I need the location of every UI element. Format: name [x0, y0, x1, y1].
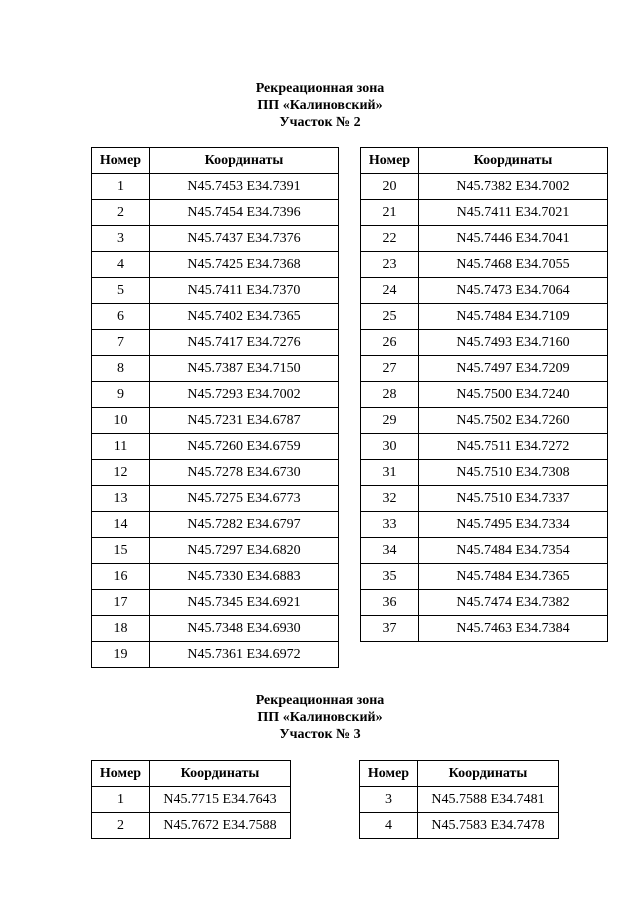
table-row [361, 330, 608, 356]
table-row [360, 813, 559, 839]
point-number: 17 [92, 590, 150, 616]
point-coordinates: N45.7361 E34.6972 [150, 642, 339, 668]
point-number: 6 [92, 304, 150, 330]
table-row [361, 174, 608, 200]
point-coordinates: N45.7588 E34.7481 [418, 787, 559, 813]
park-name: ПП «Калиновский» [257, 98, 383, 113]
table-row [92, 174, 339, 200]
point-number: 14 [92, 512, 150, 538]
point-number: 29 [361, 408, 419, 434]
point-coordinates: N45.7672 E34.7588 [150, 813, 291, 839]
table-row [360, 787, 559, 813]
point-number: 20 [361, 174, 419, 200]
section-2-left-table [91, 147, 339, 668]
table-row [92, 590, 339, 616]
point-coordinates: N45.7411 E34.7370 [150, 278, 339, 304]
coords-header: Координаты [419, 148, 608, 174]
point-coordinates: N45.7474 E34.7382 [419, 590, 608, 616]
table-row [361, 512, 608, 538]
table-row [92, 813, 291, 839]
table-row [361, 486, 608, 512]
table-row [92, 486, 339, 512]
zone-name: Рекреационная зона [255, 693, 385, 708]
number-header: Номер [92, 761, 150, 787]
coords-header: Координаты [150, 148, 339, 174]
section-3-right-table [359, 760, 559, 839]
section-3-left-table [91, 760, 291, 839]
point-number: 4 [360, 813, 418, 839]
point-coordinates: N45.7500 E34.7240 [419, 382, 608, 408]
number-header: Номер [360, 761, 418, 787]
plot-name: Участок № 2 [279, 115, 361, 130]
point-number: 36 [361, 590, 419, 616]
table-row [361, 564, 608, 590]
point-number: 10 [92, 408, 150, 434]
table-row [361, 590, 608, 616]
table-row [92, 512, 339, 538]
point-coordinates: N45.7493 E34.7160 [419, 330, 608, 356]
point-coordinates: N45.7282 E34.6797 [150, 512, 339, 538]
point-coordinates: N45.7275 E34.6773 [150, 486, 339, 512]
point-coordinates: N45.7446 E34.7041 [419, 226, 608, 252]
point-number: 37 [361, 616, 419, 642]
table-row [92, 642, 339, 668]
point-number: 28 [361, 382, 419, 408]
table-row [361, 408, 608, 434]
point-coordinates: N45.7510 E34.7337 [419, 486, 608, 512]
point-coordinates: N45.7473 E34.7064 [419, 278, 608, 304]
point-number: 34 [361, 538, 419, 564]
point-coordinates: N45.7463 E34.7384 [419, 616, 608, 642]
point-number: 3 [360, 787, 418, 813]
point-number: 18 [92, 616, 150, 642]
table-row [92, 434, 339, 460]
point-coordinates: N45.7260 E34.6759 [150, 434, 339, 460]
table-row [361, 278, 608, 304]
point-coordinates: N45.7510 E34.7308 [419, 460, 608, 486]
point-number: 26 [361, 330, 419, 356]
point-number: 7 [92, 330, 150, 356]
table-row [92, 278, 339, 304]
point-coordinates: N45.7231 E34.6787 [150, 408, 339, 434]
point-coordinates: N45.7484 E34.7354 [419, 538, 608, 564]
point-coordinates: N45.7382 E34.7002 [419, 174, 608, 200]
point-number: 35 [361, 564, 419, 590]
table-row [92, 538, 339, 564]
point-number: 9 [92, 382, 150, 408]
point-number: 4 [92, 252, 150, 278]
point-number: 19 [92, 642, 150, 668]
table-row [361, 434, 608, 460]
point-coordinates: N45.7495 E34.7334 [419, 512, 608, 538]
point-number: 24 [361, 278, 419, 304]
point-coordinates: N45.7583 E34.7478 [418, 813, 559, 839]
table-row [361, 356, 608, 382]
coords-header: Координаты [418, 761, 559, 787]
table-row [361, 304, 608, 330]
point-number: 13 [92, 486, 150, 512]
point-number: 11 [92, 434, 150, 460]
table-row [92, 226, 339, 252]
point-coordinates: N45.7497 E34.7209 [419, 356, 608, 382]
plot-name: Участок № 3 [279, 727, 361, 742]
section-2-title [0, 80, 640, 131]
point-coordinates: N45.7453 E34.7391 [150, 174, 339, 200]
table-row [92, 408, 339, 434]
table-row [92, 787, 291, 813]
point-coordinates: N45.7484 E34.7109 [419, 304, 608, 330]
table-row [92, 330, 339, 356]
point-number: 16 [92, 564, 150, 590]
point-number: 22 [361, 226, 419, 252]
point-number: 3 [92, 226, 150, 252]
point-coordinates: N45.7425 E34.7368 [150, 252, 339, 278]
point-number: 23 [361, 252, 419, 278]
table-row [361, 538, 608, 564]
point-number: 25 [361, 304, 419, 330]
table-row [361, 226, 608, 252]
table-row [92, 616, 339, 642]
number-header: Номер [92, 148, 150, 174]
coords-header: Координаты [150, 761, 291, 787]
point-coordinates: N45.7411 E34.7021 [419, 200, 608, 226]
point-number: 12 [92, 460, 150, 486]
zone-name: Рекреационная зона [255, 81, 385, 96]
table-row [361, 460, 608, 486]
table-row [92, 252, 339, 278]
point-coordinates: N45.7345 E34.6921 [150, 590, 339, 616]
point-number: 2 [92, 200, 150, 226]
point-coordinates: N45.7278 E34.6730 [150, 460, 339, 486]
point-coordinates: N45.7715 E34.7643 [150, 787, 291, 813]
table-row [92, 200, 339, 226]
point-coordinates: N45.7502 E34.7260 [419, 408, 608, 434]
point-number: 5 [92, 278, 150, 304]
table-row [92, 564, 339, 590]
point-coordinates: N45.7330 E34.6883 [150, 564, 339, 590]
table-row [361, 200, 608, 226]
point-number: 27 [361, 356, 419, 382]
park-name: ПП «Калиновский» [257, 710, 383, 725]
point-number: 15 [92, 538, 150, 564]
table-row [92, 304, 339, 330]
point-coordinates: N45.7454 E34.7396 [150, 200, 339, 226]
section-3-title [0, 692, 640, 743]
point-number: 21 [361, 200, 419, 226]
point-number: 1 [92, 174, 150, 200]
point-number: 1 [92, 787, 150, 813]
point-coordinates: N45.7348 E34.6930 [150, 616, 339, 642]
table-row [92, 382, 339, 408]
number-header: Номер [361, 148, 419, 174]
table-row [92, 356, 339, 382]
section-2-right-table [360, 147, 608, 642]
point-coordinates: N45.7402 E34.7365 [150, 304, 339, 330]
point-coordinates: N45.7293 E34.7002 [150, 382, 339, 408]
point-coordinates: N45.7484 E34.7365 [419, 564, 608, 590]
point-number: 31 [361, 460, 419, 486]
point-number: 30 [361, 434, 419, 460]
point-coordinates: N45.7437 E34.7376 [150, 226, 339, 252]
table-row [361, 252, 608, 278]
table-row [92, 460, 339, 486]
point-coordinates: N45.7297 E34.6820 [150, 538, 339, 564]
point-coordinates: N45.7468 E34.7055 [419, 252, 608, 278]
point-coordinates: N45.7387 E34.7150 [150, 356, 339, 382]
point-number: 2 [92, 813, 150, 839]
point-number: 8 [92, 356, 150, 382]
point-number: 32 [361, 486, 419, 512]
table-row [361, 616, 608, 642]
table-row [361, 382, 608, 408]
point-coordinates: N45.7417 E34.7276 [150, 330, 339, 356]
point-number: 33 [361, 512, 419, 538]
point-coordinates: N45.7511 E34.7272 [419, 434, 608, 460]
